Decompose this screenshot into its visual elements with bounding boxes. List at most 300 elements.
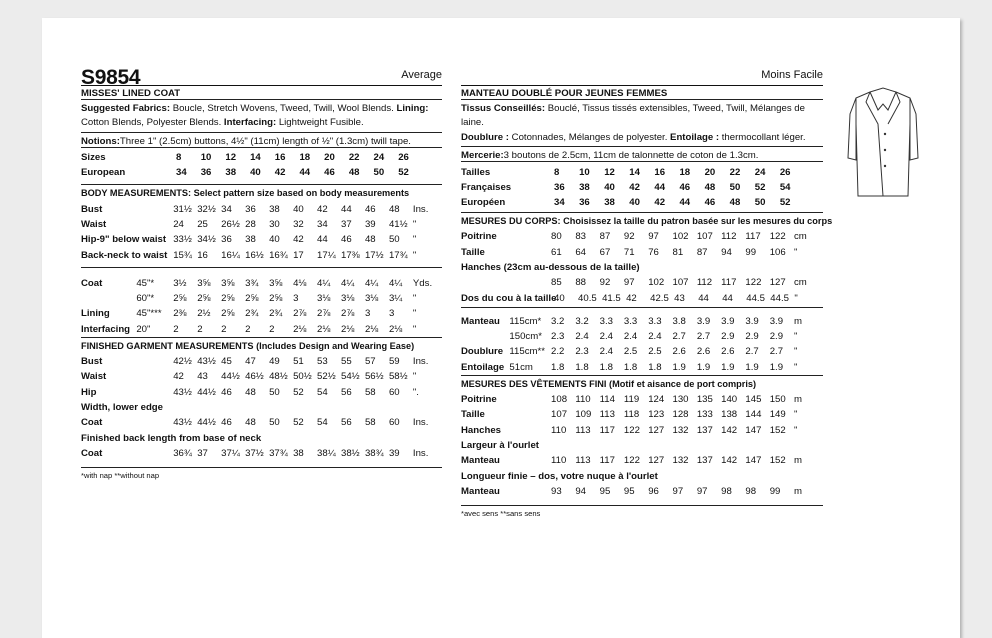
body-measurements-header: BODY MEASUREMENTS: Select pattern size based on body measurements <box>81 188 410 199</box>
cell-value: 44½ <box>221 371 240 383</box>
cell-value: 48 <box>388 203 400 215</box>
cell-value: 37¼ <box>221 447 240 459</box>
row-label: Coat <box>81 417 103 429</box>
cell-value: 2.6 <box>696 346 711 358</box>
cell-value: 2⅝ <box>245 293 259 305</box>
yardage-row <box>461 342 823 357</box>
cell-value: 58 <box>364 417 376 429</box>
yardage-row <box>81 319 442 334</box>
cell-value: 2 <box>269 323 275 335</box>
cell-value: 44 <box>299 167 311 179</box>
cell-value: 114 <box>599 394 615 406</box>
cell-value: 40 <box>554 292 565 304</box>
cell-value: 85 <box>551 277 562 289</box>
unit: " <box>412 371 417 383</box>
hanches-row <box>461 273 823 288</box>
cell-value: 99 <box>769 485 781 497</box>
cell-value: 2 <box>221 323 227 335</box>
finished-row <box>81 382 442 397</box>
cell-value: 38¾ <box>364 447 384 459</box>
finished-row <box>461 405 823 420</box>
cell-value: 39 <box>388 447 400 459</box>
fabric-width: 20" <box>136 323 151 335</box>
cell-value: 87 <box>696 246 708 258</box>
cell-value: 2.2 <box>551 346 565 358</box>
cell-value: 124 <box>648 394 665 406</box>
unit: cm <box>794 277 807 289</box>
cell-value: 38 <box>269 203 280 215</box>
cell-value: 3.9 <box>769 315 784 327</box>
cell-value: 2.5 <box>623 346 638 358</box>
cell-value: 92 <box>599 277 611 289</box>
cell-value: 93 <box>551 485 562 497</box>
cell-value: 25 <box>197 219 208 230</box>
cell-value: 4¼ <box>364 277 379 289</box>
row-label: Width, lower edge <box>81 401 163 413</box>
cell-value: 40 <box>629 197 640 209</box>
cell-value: 152 <box>769 455 786 467</box>
francaises-row <box>461 178 823 193</box>
cell-value: 1.9 <box>672 361 686 373</box>
cell-value: 107 <box>551 409 568 421</box>
cell-value: 10 <box>579 166 590 178</box>
cell-value: 44 <box>317 234 328 246</box>
cell-value: 137 <box>696 424 713 436</box>
cell-value: 34 <box>176 167 187 179</box>
cell-value: 2⅛ <box>341 323 355 335</box>
cell-value: 2.4 <box>648 331 662 343</box>
body-row <box>81 199 442 214</box>
dos-row <box>461 288 823 303</box>
cell-value: 58½ <box>388 371 408 383</box>
cell-value: 26 <box>398 152 409 164</box>
cell-value: 107 <box>672 277 689 289</box>
cell-value: 3⅝ <box>269 277 283 289</box>
cell-value: 44 <box>722 292 733 304</box>
cell-value: 2.7 <box>672 331 686 343</box>
cell-value: 117 <box>745 231 761 243</box>
cell-value: 2.4 <box>599 331 613 343</box>
cell-value: 46 <box>324 167 335 179</box>
row-label: Taille <box>461 409 485 421</box>
cell-value: 20 <box>324 152 335 164</box>
cell-value: 1.9 <box>721 361 735 373</box>
cell-value: 3.9 <box>745 315 759 327</box>
cell-value: 16 <box>274 152 286 164</box>
coat-illustration <box>838 84 928 210</box>
row-label: Hip <box>81 386 97 398</box>
cell-value: 17⅜ <box>341 249 360 261</box>
cell-value: 145 <box>745 394 762 406</box>
cell-value: 52 <box>754 181 766 193</box>
cell-value: 46 <box>364 203 376 215</box>
cell-value: 4¼ <box>341 277 355 289</box>
cell-value: 61 <box>551 246 562 258</box>
cell-value: 44 <box>679 197 691 209</box>
cell-value: 128 <box>672 409 689 421</box>
cell-value: 48 <box>245 417 256 429</box>
cell-value: 71 <box>623 246 635 258</box>
unit: Yds. <box>412 277 433 289</box>
cell-value: 41½ <box>388 219 408 230</box>
cell-value: 43 <box>197 371 208 383</box>
cell-value: 2⅞ <box>341 308 355 320</box>
cell-value: 54 <box>317 386 328 398</box>
cell-value: 138 <box>721 409 738 421</box>
unit: " <box>412 219 417 230</box>
cell-value: 42½ <box>173 356 192 368</box>
cell-value: 47 <box>245 356 256 368</box>
row-label: Bust <box>81 203 103 215</box>
cell-value: 36 <box>200 167 212 179</box>
cell-value: 52 <box>398 167 409 179</box>
cell-value: 2⅞ <box>317 308 331 320</box>
cell-value: 97 <box>672 485 684 497</box>
cell-value: 31½ <box>173 203 192 215</box>
cell-value: 109 <box>575 409 592 421</box>
cell-value: 3.3 <box>623 315 638 327</box>
unit: Ins. <box>412 356 429 368</box>
cell-value: 2.4 <box>599 346 613 358</box>
row-label: European <box>81 167 126 179</box>
cell-value: 3 <box>388 308 395 320</box>
cell-value: 1.8 <box>599 361 613 373</box>
cell-value: 2.4 <box>623 331 638 343</box>
cell-value: 32½ <box>197 203 216 215</box>
cell-value: 46 <box>679 181 691 193</box>
suggested-fabrics: Suggested Fabrics: Boucle, Stretch Wovens, Tweed, Twill, Wool Blends. Lining: Cotton Blends, Polyester Blends. Interfacing: Lightweight Fusible. <box>81 103 429 129</box>
cell-value: 2 <box>197 323 203 335</box>
cell-value: 58 <box>364 386 376 398</box>
cell-value: 36 <box>221 234 232 246</box>
cell-value: 2.6 <box>721 346 735 358</box>
cell-value: 113 <box>575 455 591 467</box>
european-row <box>81 163 442 178</box>
cell-value: 22 <box>348 152 360 164</box>
cell-value: 46 <box>221 417 232 429</box>
cell-value: 24 <box>754 166 766 178</box>
suggested-fabrics-fr: Tissus Conseillés: Bouclé, Tissus tissés extensibles, Tweed, Twill, Mélanges de laine. Doublure : Cotonnades, Mélanges de polyester. Entoilage : thermocollant léger. <box>461 103 806 143</box>
cell-value: 44.5 <box>770 292 789 304</box>
cell-value: 137 <box>696 455 713 467</box>
cell-value: 33½ <box>173 234 192 246</box>
cell-value: 8 <box>554 166 560 178</box>
cell-value: 110 <box>551 455 567 467</box>
cell-value: 2.9 <box>721 331 735 343</box>
cell-value: 117 <box>599 424 615 436</box>
cell-value: 52 <box>779 197 791 209</box>
cell-value: 43½ <box>173 386 192 398</box>
cell-value: 48 <box>364 234 376 246</box>
body-row <box>81 215 442 230</box>
cell-value: 97 <box>623 277 635 289</box>
cell-value: 26½ <box>221 219 240 230</box>
finished-row <box>81 352 442 367</box>
cell-value: 42 <box>654 197 666 209</box>
cell-value: 132 <box>672 455 689 467</box>
cell-value: 48 <box>704 181 716 193</box>
cell-value: 144 <box>745 409 762 421</box>
fabric-width: 51cm <box>509 361 533 373</box>
cell-value: 42 <box>317 203 328 215</box>
cell-value: 60 <box>388 386 400 398</box>
cell-value: 44 <box>341 203 352 215</box>
unit: cm <box>794 231 807 243</box>
cell-value: 110 <box>575 394 591 406</box>
yardage-row <box>461 327 823 342</box>
cell-value: 48 <box>348 167 360 179</box>
cell-value: 94 <box>721 246 732 258</box>
row-label: Coat <box>81 277 103 289</box>
row-label: Manteau <box>461 485 500 497</box>
cell-value: 2⅝ <box>197 293 211 305</box>
unit: m <box>794 455 802 467</box>
cell-value: 1.9 <box>769 361 784 373</box>
cell-value: 53 <box>317 356 328 368</box>
cell-value: 80 <box>551 231 562 243</box>
cell-value: 2.7 <box>745 346 759 358</box>
cell-value: 3.2 <box>551 315 565 327</box>
cell-value: 48 <box>245 386 256 398</box>
subheading-row <box>461 258 823 273</box>
cell-value: 50 <box>729 181 741 193</box>
cell-value: 40 <box>293 203 304 215</box>
cell-value: 43½ <box>197 356 216 368</box>
cell-value: 112 <box>721 231 737 243</box>
cell-value: 22 <box>729 166 741 178</box>
cell-value: 87 <box>599 231 611 243</box>
garment-title: MISSES' LINED COAT <box>81 88 181 99</box>
cell-value: 3.9 <box>721 315 735 327</box>
cell-value: 3⅝ <box>197 277 211 289</box>
cell-value: 46 <box>341 234 352 246</box>
cell-value: 38 <box>225 167 237 179</box>
cell-value: 127 <box>769 277 786 289</box>
cell-value: 130 <box>672 394 689 406</box>
cell-value: 16½ <box>245 249 264 261</box>
cell-value: 48½ <box>269 371 288 383</box>
sizes-row <box>81 148 442 163</box>
coat-length-row <box>461 482 823 497</box>
cell-value: 56½ <box>364 371 384 383</box>
cell-value: 81 <box>672 246 684 258</box>
row-label: Taille <box>461 246 485 258</box>
cell-value: 16 <box>654 166 666 178</box>
cell-value: 16¾ <box>269 249 288 261</box>
cell-value: 42 <box>173 371 184 383</box>
cell-value: 18 <box>299 152 311 164</box>
unit: " <box>412 293 417 305</box>
cell-value: 44½ <box>197 386 216 398</box>
cell-value: 135 <box>696 394 713 406</box>
cell-value: 36¾ <box>173 447 192 459</box>
cell-value: 2⅝ <box>173 293 187 305</box>
row-label: Hip-9" below waist <box>81 234 167 246</box>
cell-value: 1.8 <box>623 361 638 373</box>
cell-value: 149 <box>769 409 786 421</box>
cell-value: 3½ <box>173 277 187 289</box>
cell-value: 39 <box>364 219 376 230</box>
cell-value: 44½ <box>197 417 216 429</box>
row-label: Lining <box>81 308 110 320</box>
cell-value: 52½ <box>317 371 336 383</box>
unit: m <box>794 394 802 406</box>
cell-value: 50 <box>373 167 385 179</box>
cell-value: 44 <box>654 181 666 193</box>
unit: ". <box>412 386 419 398</box>
coat-width-row <box>461 451 823 466</box>
row-label: Doublure <box>461 346 504 358</box>
cell-value: 36 <box>245 203 256 215</box>
cell-value: 2⅞ <box>293 308 307 320</box>
cell-value: 14 <box>250 152 261 164</box>
body-row <box>461 227 823 242</box>
cell-value: 94 <box>575 485 586 497</box>
cell-value: 40 <box>250 167 261 179</box>
cell-value: 132 <box>672 424 689 436</box>
cell-value: 38½ <box>341 447 360 459</box>
unit: " <box>794 331 798 343</box>
cell-value: 97 <box>696 485 708 497</box>
subheading-row <box>81 428 442 443</box>
cell-value: 113 <box>599 409 615 421</box>
cell-value: 99 <box>745 246 757 258</box>
finished-measurements-header-fr: MESURES DES VÊTEMENTS FINI (Motif et aisance de port compris) <box>461 378 757 389</box>
cell-value: 1.9 <box>696 361 711 373</box>
cell-value: 44 <box>698 292 709 304</box>
body-row <box>81 245 442 260</box>
finished-row <box>461 420 823 435</box>
cell-value: 36 <box>554 181 565 193</box>
cell-value: 1.9 <box>745 361 759 373</box>
body-measurements-header-fr: MESURES DU CORPS: Choisissez la taille du patron basée sur les mesures du corps <box>461 216 833 227</box>
cell-value: 50 <box>269 417 280 429</box>
cell-value: 147 <box>745 455 762 467</box>
cell-value: 12 <box>604 166 615 178</box>
cell-value: 3¾ <box>245 277 259 289</box>
finished-row <box>81 367 442 382</box>
row-label: Largeur à l'ourlet <box>461 439 539 451</box>
unit: " <box>794 346 798 358</box>
cell-value: 2⅝ <box>221 293 235 305</box>
cell-value: 76 <box>648 246 659 258</box>
cell-value: 2⅛ <box>317 323 331 335</box>
cell-value: 2¾ <box>269 308 283 320</box>
cell-value: 50½ <box>293 371 312 383</box>
cell-value: 2.6 <box>672 346 686 358</box>
cell-value: 2.7 <box>769 346 784 358</box>
cell-value: 40 <box>604 181 615 193</box>
unit: " <box>412 249 417 261</box>
cell-value: 98 <box>745 485 757 497</box>
cell-value: 96 <box>648 485 659 497</box>
row-label: Finished back length from base of neck <box>81 432 262 444</box>
unit: m <box>794 485 802 497</box>
fabric-width: 115cm* <box>509 315 542 327</box>
cell-value: 117 <box>721 277 737 289</box>
cell-value: 3⅛ <box>341 293 355 305</box>
cell-value: 12 <box>225 152 237 164</box>
cell-value: 14 <box>629 166 640 178</box>
cell-value: 57 <box>364 356 376 368</box>
cell-value: 3 <box>364 308 371 320</box>
cell-value: 2⅛ <box>293 323 307 335</box>
garment-title-fr: MANTEAU DOUBLÉ POUR JEUNES FEMMES <box>461 88 668 99</box>
cell-value: 83 <box>575 231 586 243</box>
cell-value: 127 <box>648 455 665 467</box>
cell-value: 43 <box>674 292 685 304</box>
cell-value: 133 <box>696 409 713 421</box>
cell-value: 98 <box>721 485 732 497</box>
fabric-width: 45"* <box>136 277 155 289</box>
cell-value: 34 <box>221 203 232 215</box>
cell-value: 107 <box>696 231 713 243</box>
cell-value: 17 <box>293 249 304 261</box>
row-label: Back-neck to waist <box>81 249 168 261</box>
row-label: Coat <box>81 447 103 459</box>
cell-value: 54 <box>779 181 791 193</box>
unit: " <box>412 308 417 320</box>
cell-value: 3⅛ <box>317 293 331 305</box>
cell-value: 51 <box>293 356 304 368</box>
cell-value: 64 <box>575 246 586 258</box>
europeen-row <box>461 193 823 208</box>
unit: " <box>794 409 798 421</box>
cell-value: 24 <box>173 219 184 230</box>
cell-value: 60 <box>388 417 400 429</box>
pattern-number: S9854 <box>81 66 141 89</box>
cell-value: 41.5 <box>602 292 621 304</box>
cell-value: 122 <box>623 455 640 467</box>
cell-value: 1.8 <box>648 361 662 373</box>
yardage-row <box>461 357 823 372</box>
yardage-row <box>81 274 442 289</box>
row-label: Européen <box>461 197 506 209</box>
unit: " <box>794 246 798 258</box>
cell-value: 45 <box>221 356 232 368</box>
cell-value: 52 <box>293 417 304 429</box>
unit: Ins. <box>412 203 429 215</box>
cell-value: 20 <box>704 166 716 178</box>
cell-value: 2.5 <box>648 346 662 358</box>
cell-value: 97 <box>648 231 659 243</box>
cell-value: 34½ <box>197 234 216 246</box>
unit: " <box>794 424 798 436</box>
row-label: Hanches (23cm au-dessous de la taille) <box>461 262 640 273</box>
row-label: Hanches <box>461 424 501 436</box>
row-label: Manteau <box>461 455 500 467</box>
cell-value: 2.4 <box>575 331 589 343</box>
cell-value: 37 <box>341 219 352 230</box>
cell-value: 2⅛ <box>388 323 403 335</box>
cell-value: 147 <box>745 424 762 436</box>
cell-value: 2.3 <box>551 331 565 343</box>
cell-value: 54½ <box>341 371 360 383</box>
cell-value: 38¼ <box>317 447 336 459</box>
unit: " <box>794 361 798 373</box>
cell-value: 10 <box>200 152 212 164</box>
cell-value: 43½ <box>173 417 192 429</box>
subheading-row <box>81 398 442 413</box>
difficulty-label: Average <box>401 69 442 81</box>
cell-value: 150 <box>769 394 786 406</box>
cell-value: 4⅛ <box>293 277 307 289</box>
row-label: Entoilage <box>461 361 505 373</box>
cell-value: 108 <box>551 394 568 406</box>
cell-value: 1.8 <box>551 361 565 373</box>
cell-value: 34 <box>554 197 565 209</box>
cell-value: 16¼ <box>221 249 240 261</box>
